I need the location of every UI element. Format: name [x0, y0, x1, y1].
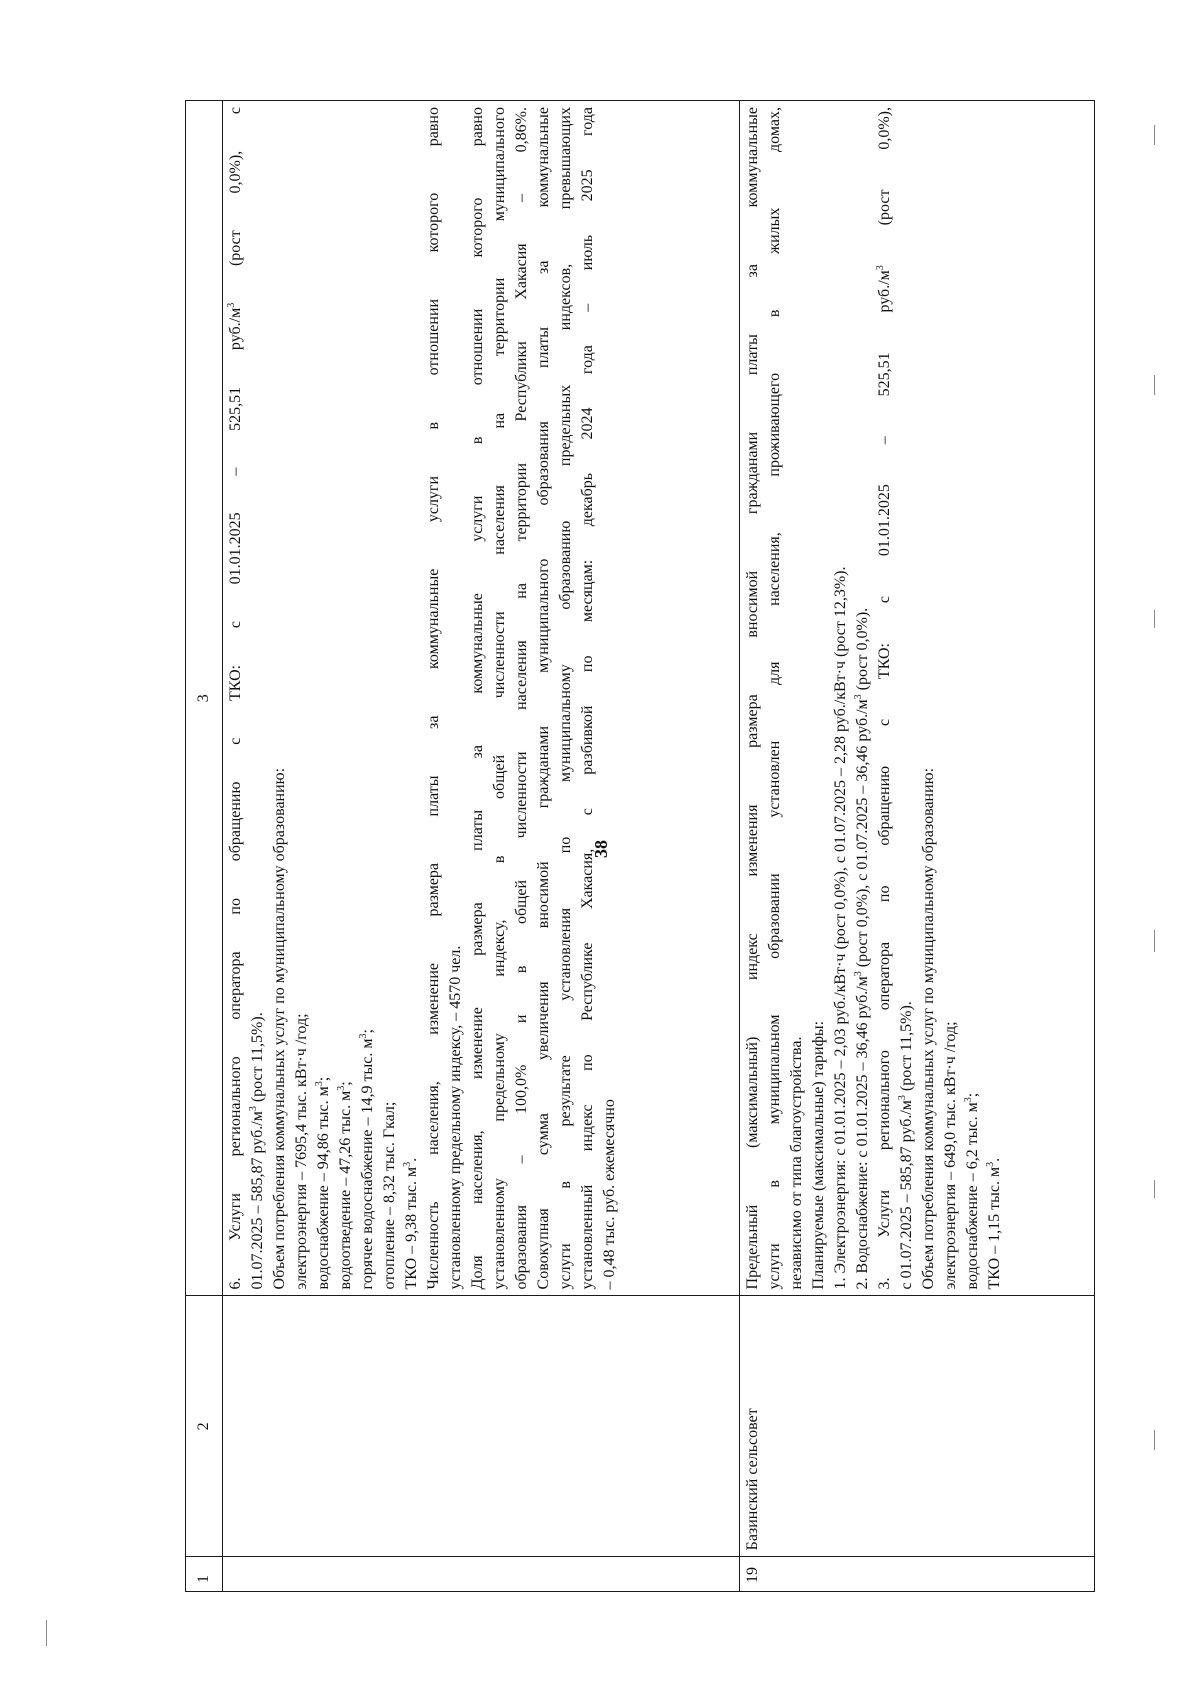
text-run: отопление – 8,32 тыс. Гкал;	[381, 1101, 398, 1290]
description-line	[291, 107, 313, 1289]
superscript: 3	[853, 694, 864, 700]
text-run: (рост 0,0%), с 01.07.2025 – 36,46 руб./м	[854, 699, 871, 972]
text-run: (рост 0,0%).	[854, 607, 871, 695]
description-line	[533, 107, 555, 1289]
text-run: ТКО – 1,15 тыс. м	[986, 1166, 1003, 1290]
description-line	[379, 107, 401, 1289]
text-run: 1. Электроэнергия: с 01.01.2025 – 2,03 руб./кВт·ч (рост 0,0%), с 01.07.2025 – 2,28 руб./кВт·ч (рост 12,3%).	[832, 566, 849, 1290]
scan-mark	[1154, 375, 1155, 395]
header-col-1: 1	[186, 1557, 223, 1592]
superscript: 3	[314, 1081, 325, 1087]
text-run: установленному предельному индексу, в общей численности населения на территории муниципального	[491, 107, 508, 1290]
description-line	[555, 107, 577, 1289]
row-description	[223, 101, 740, 1296]
description-line	[313, 107, 335, 1289]
header-col-2: 2	[186, 1296, 223, 1557]
superscript: 3	[336, 1085, 347, 1091]
description-line	[940, 107, 962, 1289]
text-run: (рост 11,5%).	[249, 1012, 266, 1107]
text-run: Численность населения, изменение размера платы за коммунальные услуги в отношении которого равно	[425, 107, 442, 1290]
superscript: 3	[226, 302, 237, 308]
description-line	[874, 107, 896, 1289]
text-run: 01.07.2025 – 585,87 руб./м	[249, 1111, 266, 1290]
scan-mark	[1154, 1180, 1155, 1198]
text-run: услуги в муниципальном образовании установлен для населения, проживающего в жилых домах,	[766, 107, 783, 1290]
text-run: ;	[964, 1092, 981, 1098]
text-run: ;	[337, 1081, 354, 1086]
description-line	[764, 107, 786, 1289]
text-run: водоснабжение – 6,2 тыс. м	[964, 1102, 981, 1290]
text-run: установленный индекс по Республике Хакасия, с разбивкой по месяцам: декабрь 2024 года – июль 2025 года	[579, 107, 596, 1290]
description-line	[401, 107, 423, 1289]
text-run: независимо от типа благоустройства.	[788, 1036, 805, 1290]
text-run: Объем потребления коммунальных услуг по муниципальному образованию:	[920, 767, 937, 1290]
description-text	[742, 107, 1006, 1289]
description-text	[225, 107, 621, 1289]
description-line	[247, 107, 269, 1289]
superscript: 3	[248, 1106, 259, 1112]
scan-mark	[1154, 1430, 1155, 1450]
text-run: Объем потребления коммунальных услуг по муниципальному образованию:	[271, 767, 288, 1290]
text-run: ТКО – 9,38 тыс. м	[403, 1166, 420, 1290]
scan-mark	[1154, 930, 1155, 952]
superscript: 3	[985, 1161, 996, 1167]
superscript: 3	[402, 1161, 413, 1167]
description-line	[577, 107, 599, 1289]
description-line	[511, 107, 533, 1289]
text-run: установленному предельному индексу, – 4570 чел.	[447, 945, 464, 1290]
description-line	[357, 107, 379, 1289]
rotated-table-wrapper	[185, 100, 1085, 1592]
description-line	[918, 107, 940, 1289]
scan-mark	[1154, 125, 1155, 145]
text-run: Планируемые (максимальные) тарифы:	[810, 1020, 827, 1290]
description-line	[467, 107, 489, 1289]
text-run: горячее водоснабжение – 14,9 тыс. м	[359, 1038, 376, 1290]
description-line	[423, 107, 445, 1289]
scan-mark	[1154, 610, 1155, 628]
superscript: 3	[875, 265, 886, 271]
description-line	[225, 107, 247, 1289]
description-line	[852, 107, 874, 1289]
superscript: 3	[963, 1097, 974, 1103]
row-number: 19	[740, 1557, 1095, 1592]
scan-mark	[46, 1620, 47, 1646]
description-line	[962, 107, 984, 1289]
description-line	[896, 107, 918, 1289]
table-header-row	[186, 101, 223, 1592]
page-number: 38	[591, 840, 611, 858]
description-line	[335, 107, 357, 1289]
text-run: образования – 100,0% и в общей численности населения на территории Республики Хакасия – 0,86%.	[513, 107, 530, 1290]
text-run: ;	[359, 1029, 376, 1034]
description-line	[808, 107, 830, 1289]
text-run: 3. Услуги регионального оператора по обращению с ТКО: с 01.01.2025 – 525,51 руб./м	[876, 270, 893, 1290]
description-line	[830, 107, 852, 1289]
text-run: (рост 0,0%), с	[227, 106, 244, 303]
text-run: электроэнергия – 7695,4 тыс. кВт·ч /год;	[293, 1013, 310, 1290]
text-run: .	[403, 1157, 420, 1162]
description-line	[786, 107, 808, 1289]
text-run: электроэнергия – 649,0 тыс. кВт·ч /год;	[942, 1021, 959, 1290]
text-run: (рост 11,5%).	[898, 1001, 915, 1096]
text-run: с 01.07.2025 – 585,87 руб./м	[898, 1100, 915, 1290]
header-col-3: 3	[186, 101, 223, 1296]
text-run: 6. Услуги регионального оператора по обращению с ТКО: с 01.01.2025 – 525,51 руб./м	[227, 307, 244, 1290]
text-run: водоотведение – 47,26 тыс. м	[337, 1090, 354, 1290]
description-line	[599, 107, 621, 1289]
description-line	[489, 107, 511, 1289]
municipality-name: Базинский сельсовет	[740, 1296, 1095, 1557]
tariff-table	[185, 100, 1095, 1592]
text-run: водоснабжение – 94,86 тыс. м	[315, 1086, 332, 1290]
text-run: (рост 0,0%),	[876, 107, 893, 266]
text-run: .	[986, 1157, 1003, 1162]
text-run: Совокупная сумма увеличения вносимой гражданами муниципального образования платы за коммунальные	[535, 107, 552, 1290]
superscript: 3	[897, 1095, 908, 1101]
description-line	[742, 107, 764, 1289]
table-row	[223, 101, 740, 1592]
superscript: 3	[358, 1033, 369, 1039]
text-run: ;	[315, 1076, 332, 1082]
row-description	[740, 101, 1095, 1296]
row-number	[223, 1557, 740, 1592]
superscript: 3	[853, 971, 864, 977]
description-line	[445, 107, 467, 1289]
municipality-name	[223, 1296, 740, 1557]
text-run: 2. Водоснабжение: с 01.01.2025 – 36,46 руб./м	[854, 976, 871, 1290]
text-run: – 0,48 тыс. руб. ежемесячно	[601, 1099, 618, 1290]
description-line	[984, 107, 1006, 1289]
text-run: Доля населения, изменение размера платы за коммунальные услуги в отношении которого равно	[469, 107, 486, 1290]
text-run: Предельный (максимальный) индекс изменения размера вносимой гражданами платы за коммунальные	[744, 107, 761, 1290]
table-row	[740, 101, 1095, 1592]
description-line	[269, 107, 291, 1289]
text-run: услуги в результате установления по муниципальному образованию предельных индексов, превышающих	[557, 107, 574, 1290]
